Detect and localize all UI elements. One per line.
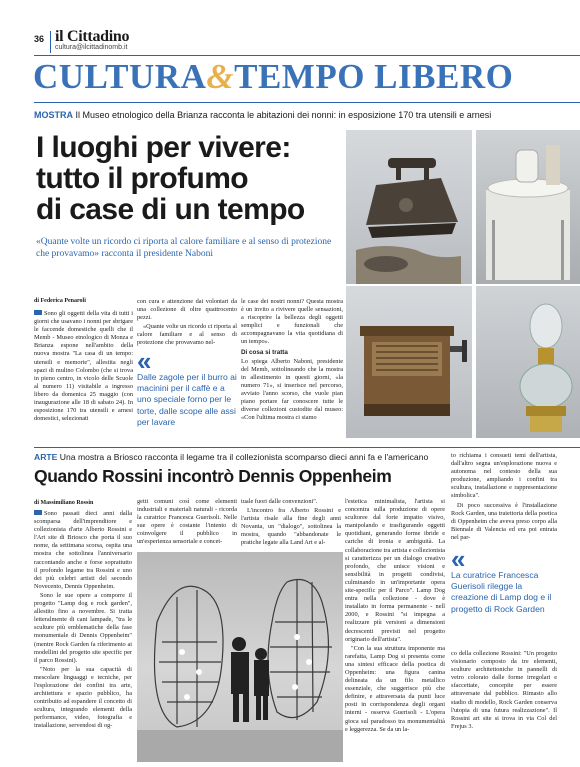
quote-mark-icon: « [137,346,152,376]
article1-tag: MOSTRA [34,110,73,120]
lamp-dog-illustration [137,552,343,762]
photo-iron [346,130,472,284]
article2-headline: Quando Rossini incontrò Dennis Oppenheim [34,466,392,486]
photo-washstand [476,130,580,284]
article2-byline: di Massimiliano Rossin [34,500,94,506]
paper-name: il Cittadino [55,28,130,45]
article1-col3-subhead: Di cosa si tratta [241,348,288,356]
article1-standfirst: «Quante volte un ricordo ci riporta al calore familiare e al senso di protezione che provavamo» racconta il presidente Naboni [36,237,332,259]
article2-col5-bottom: co della collezione Rossini: "Un progetto visionario composto da tre elementi, sculture architettoniche in pannelli di vetro colorato dalle forme irregolari e sfaccettate, concepite per essere attraversate dal pubblico. Rimasto allo stadio di modello, Rock Garden conserva l'utopia di una futura realizzazione". Il Rossini art site si trova in via Col del Frejus 3. [451,650,557,730]
article1-pull-quote-block [137,346,237,428]
section-amp: & [206,57,235,96]
headline-line-1: I luoghi per vivere: [36,131,291,164]
article1-col3a: le case dei nostri nonni? Questa mostra è un invito a rivivere quelle sensazioni, a riscoprire la bellezza degli oggetti semplici e funzionali che accompagnavano la vita quotidiana di un tempo». [241,298,343,346]
section-rule [34,102,580,103]
article1-col1-text: Sono gli oggetti della vita di tutti i giorni che usavano i nonni per sbrigare le faccende domestiche quelli che il Memb - Museo etnologico di Monza e Brianza espone nell'ambito della nuova mostra "La casa di un tempo: utensili e memorie", allestita negli spazi di mulino Colombo (che si trova in pieno centro, in vicolo delle Scuole al numero 11) visitabile a ingresso libero da domenica 25 maggio (con inaugurazione alle 18 di sabato 24). In esposizione 170 tra utensili e arnesi domestici, selezionati [34,310,133,423]
email: cultura@ilcittadinomb.it [55,44,128,51]
article2-col1 [34,510,132,762]
article1-col1 [34,310,133,442]
article1-kicker-row [34,110,491,120]
article-divider [34,447,580,448]
headline-line-2: tutto il profumo [36,162,249,195]
article2-col1c: "Noto per la sua capacità di mescolare linguaggi e tecniche, per l'esplorazione dei confini tra arte, architettura e spazio pubblico, ha contribuito ad espandere il concetto di scultura, integrando elementi della performance, video, fotografia e installazione, servendosi di og- [34,665,132,730]
photo-butter-churn [346,286,472,438]
article2-col5a: to richiama i consueti temi dell'artista, dall'altro segna un'esplorazione nuova e autonoma nel contesto della sua produzione, ampliando i confini tra scultura, installazione e rappresentazione simbolica". [451,452,557,500]
article1-col3b: Lo spiega Alberto Naboni, presidente del Memb, sottolineando che la mostra in allestimento in questi giorni, «la numero 71», si inserisce nel percorso, avviato l'anno scorso, che vuole pian piano portare far conoscere tutte le diverse collezioni custodite dal museo: «Con l'ultima mostra ci siamo [241,357,343,422]
article1-pull-quote: Dalle zagole per il burro ai macinini per il caffè e a uno speciale forno per le torte, dalle scope alle assi per lavare [137,372,237,427]
article2-col3a: tuale fuori dalle convenzioni". [241,498,318,505]
lamp-illustration [476,286,580,438]
churn-illustration [346,286,472,438]
article1-col2-top [137,298,237,348]
article2-kicker-row [34,452,428,462]
article2-tag: ARTE [34,452,58,462]
article2-pull-quote-block [451,544,557,615]
article2-col4b: "Con la sua struttura imponente ma rarefatta, Lamp Dog si presenta come una sintesi efficace della poetica di Oppenheim: una figura canina delineata da un filo metallico essenziale, che suggerisce più che definire, e attraversata da punti luce posti in corrispondenza degli organi interni - osserva Guerisoli - L'opera gioca sul paradosso tra monumentalità e leggerezza. Se da un la- [345,644,445,733]
lead-square-icon [34,510,42,515]
article2-col2: getti comuni così come elementi industriali e materiali naturali - ricorda la curatrice Francesca Guerisoli. Nelle sue opere è costante l'intento di coinvolgere il pubblico in un'esperienza sensoriale e concet- [137,498,237,546]
washstand-illustration [476,130,580,284]
article2-col4 [345,498,445,762]
article2-col5-top [451,452,557,541]
page-number: 36 [34,34,45,44]
article1-col2b: «Quante volte un ricordo ci riporta al calore familiare e al senso di protezione che provavamo nel- [137,323,237,347]
article1-headline [36,132,346,225]
article2-col3 [241,498,341,548]
article1-col3 [241,298,343,444]
article2-col4a: l'estetica minimalista, l'artista si concentra sulla produzione di opere scultoree dal forte impatto visivo, manipolando e trasfigurando oggetti quotidiani, generando forme ibride e cariche di ironia e ambiguità. La collaborazione tra artista e collezionista si caratterizza per un dialogo creativo profondo, che unisce visioni e sensibilità in progetti condivisi, culminando in un'importante opera site-specific per il Parco". Lamp Dog entra nella collezione - dove è installato in forma permanente - nell 2000, e Rossini "si impegna a realizzare più versioni a dimensioni decrescenti previsti nel progetto originario dell'artista". [345,498,446,643]
photo-lamp [476,286,580,438]
photo-lamp-dog [137,552,343,762]
lead-square-icon [34,310,42,315]
headline-line-3: di case di un tempo [36,193,305,226]
section-title-culture: CULTURA [33,57,207,96]
article2-col1-text: Sono passati dieci anni dalla scomparsa dell'imprenditore e collezionista d'arte Alberto Rossini e l'Art site di Briosco che porta il suo nome, da settimana scorsa, ospita una mostra che sottolinea l'anniversario raccontando anche e forse soprattutto il profondo legame tra Rossini e uno dei più celebri artisti del secondo Novecento, Dennis Oppenheim. [34,510,132,590]
article1-col2a: con cura e attenzione dai volontari da una collezione di oltre quattrocento pezzi. [137,298,237,322]
iron-illustration [346,130,472,284]
section-title [33,57,513,97]
article2-col3b: L'incontro fra Alberto Rossini e l'artista risale alla fine degli anni Novanta, un "dialogo", sottolinea la mostra, quando "abbandonate le pratiche legate alla Land Art e al- [241,507,341,547]
article1-byline: di Federica Penaroli [34,298,86,304]
article2-kicker: Una mostra a Briosco racconta il legame tra il collezionista scomparso dieci anni fa e l'americano [59,452,429,462]
quote-mark-icon: « [451,544,466,574]
article1-kicker: Il Museo etnologico della Brianza racconta le abitazioni dei nonni: in esposizione 170 tra utensili e arnesi [75,110,492,120]
header-rule [34,55,580,56]
article2-col1b: Sono le sue opere a comporre il progetto "Lamp dog e rock garden", allestito fino a novembre. Si tratta letteralmente di cani lampade, "tra le sculture più emblematiche della fase monumentale di Dennis Oppenheim" (mentre Rock Garden fa riferimento ai modellini del progetto site specific per il parco Rossini). [34,591,132,664]
section-title-leisure: TEMPO LIBERO [234,57,514,96]
article2-pull-quote: La curatrice Francesca Guerisoli rilegge la creazione di Lamp dog e il progetto di Rock Garden [451,570,552,614]
article2-col5b: Di poco successiva è l'installazione Rock Garden, una traiettoria della poetica di Oppenheim che aveva preso corpo alla Biennale di Valencia ed era poi entrata nel par- [451,501,557,541]
header-divider [50,31,51,53]
